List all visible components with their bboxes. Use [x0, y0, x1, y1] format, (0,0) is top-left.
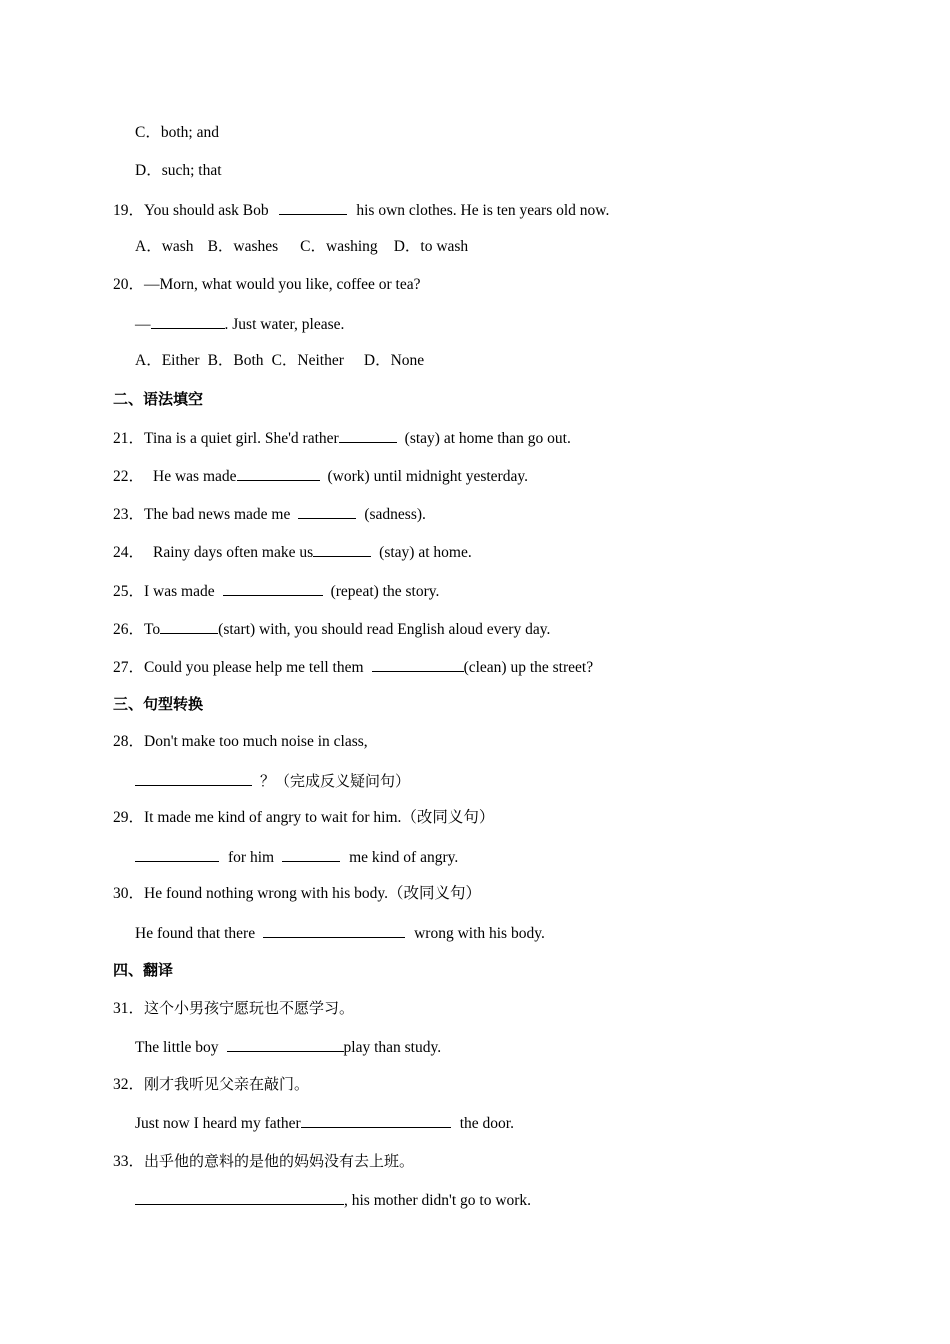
- question-text: (repeat) the story.: [330, 583, 440, 600]
- question-number: 20．: [113, 276, 145, 293]
- question-text: Could you please help me tell them: [144, 659, 364, 676]
- question-23: [113, 503, 426, 525]
- answer-blank[interactable]: [237, 465, 320, 481]
- question-text: 出乎他的意料的是他的妈妈没有去上班。: [144, 1152, 415, 1170]
- question-29: [113, 808, 494, 828]
- option-c: C．Neither: [271, 352, 344, 369]
- question-text: Rainy days often make us: [153, 544, 314, 561]
- answer-text: the door.: [459, 1115, 514, 1132]
- section-heading-sentence-transform: 三、句型转换: [113, 695, 204, 713]
- question-text: To: [144, 621, 161, 638]
- option-a: A．wash: [135, 238, 194, 255]
- question-number: 33．: [113, 1153, 145, 1170]
- q20-options: [135, 351, 424, 371]
- question-number: 26．: [113, 621, 145, 638]
- answer-blank[interactable]: [135, 770, 252, 786]
- q32-answer-line: [135, 1112, 514, 1134]
- question-20: [113, 275, 421, 295]
- question-number: 22．: [113, 468, 145, 485]
- q31-answer-line: [135, 1036, 441, 1058]
- question-21: [113, 427, 571, 449]
- option-b: B．Both: [207, 352, 264, 369]
- answer-blank[interactable]: [282, 846, 340, 862]
- question-number: 24．: [113, 544, 145, 561]
- reply-text: . Just water, please.: [224, 316, 345, 333]
- question-text: (sadness).: [364, 506, 426, 523]
- question-number: 29．: [113, 809, 145, 826]
- question-text: It made me kind of angry to wait for him.（改同义句）: [144, 809, 495, 826]
- q28-answer-line: [135, 770, 410, 792]
- question-number: 23．: [113, 506, 145, 523]
- q20-reply: [135, 313, 344, 335]
- answer-blank[interactable]: [301, 1112, 451, 1128]
- question-32: [113, 1074, 309, 1095]
- question-19: [113, 199, 609, 221]
- question-25: [113, 580, 439, 602]
- question-text: (start) with, you should read English aloud every day.: [218, 621, 551, 638]
- question-number: 31．: [113, 1000, 145, 1017]
- question-text: Don't make too much noise in class,: [144, 733, 368, 750]
- q19-options: [135, 237, 468, 257]
- answer-text: wrong with his body.: [414, 925, 545, 942]
- answer-blank[interactable]: [135, 846, 219, 862]
- answer-text: me kind of angry.: [349, 849, 459, 866]
- answer-text: , his mother didn't go to work.: [344, 1192, 532, 1209]
- question-26: [113, 618, 550, 640]
- section-heading-translation: 四、翻译: [113, 961, 174, 979]
- question-text: his own clothes. He is ten years old now.: [356, 202, 610, 219]
- answer-text: The little boy: [135, 1039, 219, 1056]
- answer-blank[interactable]: [279, 199, 347, 215]
- question-number: 25．: [113, 583, 145, 600]
- answer-blank[interactable]: [372, 656, 464, 672]
- question-28: [113, 732, 368, 752]
- question-text: You should ask Bob: [144, 202, 269, 219]
- answer-blank[interactable]: [298, 503, 356, 519]
- question-number: 27．: [113, 659, 145, 676]
- instruction-text: ？（完成反义疑问句）: [260, 772, 411, 790]
- q18-option-c: C．both; and: [135, 124, 219, 141]
- answer-text: play than study.: [343, 1039, 442, 1056]
- question-31: [113, 998, 354, 1019]
- question-number: 32．: [113, 1076, 145, 1093]
- option-a: A．Either: [135, 352, 200, 369]
- answer-text: Just now I heard my father: [135, 1115, 301, 1132]
- dash: —: [135, 316, 151, 333]
- q29-answer-line: [135, 846, 458, 868]
- answer-text: for him: [228, 849, 275, 866]
- answer-blank[interactable]: [339, 427, 397, 443]
- q18-option-d: D．such; that: [135, 162, 222, 179]
- question-number: 19．: [113, 202, 145, 219]
- question-text: I was made: [144, 583, 215, 600]
- question-text: 刚才我听见父亲在敲门。: [144, 1075, 310, 1093]
- q30-answer-line: [135, 922, 545, 944]
- answer-blank[interactable]: [227, 1036, 344, 1052]
- question-22: [113, 465, 528, 487]
- option-b: B．washes: [207, 238, 279, 255]
- option-c: C．washing: [300, 238, 378, 255]
- question-text: Tina is a quiet girl. She'd rather: [144, 430, 339, 447]
- question-text: —Morn, what would you like, coffee or tea?: [144, 276, 421, 293]
- question-text: (stay) at home.: [379, 544, 472, 561]
- answer-blank[interactable]: [313, 541, 371, 557]
- question-text: (clean) up the street?: [463, 659, 594, 676]
- question-text: He was made: [153, 468, 237, 485]
- question-27: [113, 656, 593, 678]
- answer-blank[interactable]: [151, 313, 225, 329]
- option-d: D．to wash: [393, 238, 469, 255]
- question-number: 28．: [113, 733, 145, 750]
- answer-blank[interactable]: [263, 922, 405, 938]
- q33-answer-line: [135, 1189, 531, 1211]
- answer-text: He found that there: [135, 925, 256, 942]
- option-d: D．None: [363, 352, 425, 369]
- question-33: [113, 1151, 414, 1172]
- answer-blank[interactable]: [160, 618, 218, 634]
- section-heading-grammar: 二、语法填空: [113, 390, 204, 408]
- question-text: 这个小男孩宁愿玩也不愿学习。: [144, 999, 355, 1017]
- question-text: (work) until midnight yesterday.: [327, 468, 528, 485]
- question-24: [113, 541, 472, 563]
- question-number: 21．: [113, 430, 145, 447]
- question-text: The bad news made me: [144, 506, 291, 523]
- answer-blank[interactable]: [223, 580, 323, 596]
- question-30: [113, 884, 481, 904]
- answer-blank[interactable]: [135, 1189, 344, 1205]
- question-text: He found nothing wrong with his body.（改同义句）: [144, 885, 481, 902]
- question-number: 30．: [113, 885, 145, 902]
- question-text: (stay) at home than go out.: [404, 430, 571, 447]
